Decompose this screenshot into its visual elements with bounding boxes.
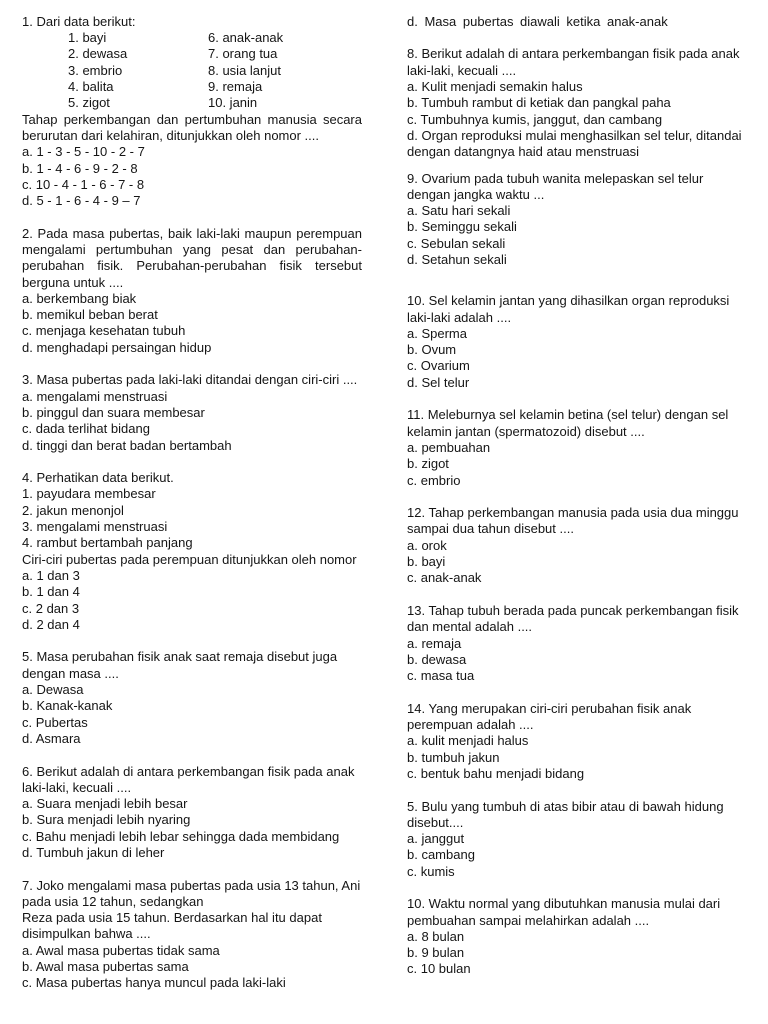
answer-option-d: d. Sel telur [407, 374, 470, 390]
answer-option-a: a. 8 bulan [407, 928, 465, 944]
question-stem-line: 4. Perhatikan data berikut. [22, 470, 174, 486]
question-3 [22, 372, 367, 453]
answer-option-b: b. 1 dan 4 [22, 584, 80, 600]
data-list-row [22, 46, 367, 62]
question-6 [22, 764, 367, 862]
data-list-item: 3. mengalami menstruasi [22, 519, 168, 535]
question-11 [407, 407, 757, 488]
question-2 [22, 226, 367, 356]
question-stem-line: pembuahan sampai melahirkan adalah .... [407, 912, 650, 928]
question-8 [407, 46, 757, 160]
data-list-item: 2. dewasa [68, 46, 128, 62]
answer-option-a: a. remaja [407, 635, 462, 651]
question-prompt-line: berurutan dari kelahiran, ditunjukkan oleh nomor .... [22, 127, 320, 143]
answer-option-c: c. Ovarium [407, 358, 470, 374]
data-list-item: 1. bayi [68, 30, 107, 46]
question-4 [22, 470, 367, 633]
question-stem-line: 8. Berikut adalah di antara perkembangan fisik pada anak [407, 46, 740, 62]
answer-option-b: b. Awal masa pubertas sama [22, 959, 189, 975]
answer-option-c: c. menjaga kesehatan tubuh [22, 323, 186, 339]
answer-option-a: a. Awal masa pubertas tidak sama [22, 942, 220, 958]
data-list-row [22, 63, 367, 79]
question-stem-line: perempuan adalah .... [407, 717, 534, 733]
answer-option-b: b. Seminggu sekali [407, 219, 517, 235]
data-list-row [22, 95, 367, 111]
answer-option-a: a. orok [407, 537, 447, 553]
answer-option-a: a. janggut [407, 831, 465, 847]
answer-option-c: c. Tumbuhnya kumis, janggut, dan cambang [407, 111, 663, 127]
question-stem-line: laki-laki adalah .... [407, 309, 512, 325]
question-stem-line: kelamin jantan (spermatozoid) disebut .... [407, 423, 645, 439]
question-1 [22, 14, 367, 210]
question-15 [407, 799, 757, 880]
answer-option-c: c. dada terlihat bidang [22, 421, 150, 437]
answer-option-c: c. embrio [407, 472, 461, 488]
answer-option-c: c. kumis [407, 863, 455, 879]
question-prompt-line: Ciri-ciri pubertas pada perempuan ditunjukkan oleh nomor [22, 551, 357, 567]
answer-option-b: b. Ovum [407, 342, 457, 358]
answer-option-a: a. Dewasa [22, 682, 84, 698]
data-list-item: 10. janin [208, 95, 258, 111]
left-column [22, 14, 367, 992]
question-stem-line: 3. Masa pubertas pada laki-laki ditandai dengan ciri-ciri .... [22, 372, 358, 388]
question-stem-line: 5. Masa perubahan fisik anak saat remaja disebut juga [22, 649, 338, 665]
data-list-item: 4. balita [68, 79, 114, 95]
answer-option-d: d. Masa pubertas diawali ketika anak-anak [407, 13, 668, 29]
data-list-item: 9. remaja [208, 79, 263, 95]
question-stem-line: 2. Pada masa pubertas, baik laki-laki maupun perempuan [22, 225, 362, 241]
question-stem-line: 13. Tahap tubuh berada pada puncak perkembangan fisik [407, 602, 739, 618]
question-stem-line: 9. Ovarium pada tubuh wanita melepaskan sel telur [407, 170, 704, 186]
answer-option-d: d. tinggi dan berat badan bertambah [22, 437, 232, 453]
question-stem-line: 5. Bulu yang tumbuh di atas bibir atau di bawah hidung [407, 798, 724, 814]
answer-option-a: a. mengalami menstruasi [22, 388, 168, 404]
answer-option-d: d. Asmara [22, 730, 81, 746]
answer-option-c: c. Bahu menjadi lebih lebar sehingga dada membidang [22, 828, 340, 844]
answer-option-a: a. Suara menjadi lebih besar [22, 796, 188, 812]
answer-option-c: c. masa tua [407, 668, 475, 684]
question-stem-line: laki-laki, kecuali .... [407, 62, 517, 78]
answer-option-c: c. anak-anak [407, 570, 482, 586]
question-stem-line: 10. Sel kelamin jantan yang dihasilkan organ reproduksi [407, 293, 730, 309]
question-stem-line: Reza pada usia 15 tahun. Berdasarkan hal itu dapat [22, 910, 322, 926]
answer-option-b: b. 1 - 4 - 6 - 9 - 2 - 8 [22, 160, 138, 176]
question-stem-line: sampai dua tahun disebut .... [407, 521, 574, 537]
question-5 [22, 649, 367, 747]
answer-option-b: b. memikul beban berat [22, 307, 158, 323]
data-list-item: 3. embrio [68, 62, 123, 78]
question-12 [407, 505, 757, 586]
answer-option-d: d. Setahun sekali [407, 252, 507, 267]
data-list-item: 5. zigot [68, 95, 110, 111]
answer-option-b: b. Tumbuh rambut di ketiak dan pangkal paha [407, 95, 671, 111]
question-7-continued [407, 14, 757, 30]
answer-option-b: b. cambang [407, 847, 475, 863]
data-list [22, 30, 367, 111]
data-list-item: 2. jakun menonjol [22, 502, 124, 518]
data-list-row [22, 30, 367, 46]
data-list-item: 7. orang tua [208, 46, 278, 62]
question-9 [407, 171, 757, 269]
question-stem-line: 1. Dari data berikut: [22, 13, 136, 29]
data-list-item: 6. anak-anak [208, 30, 284, 46]
answer-option-c: c. bentuk bahu menjadi bidang [407, 765, 585, 781]
question-stem-line: 12. Tahap perkembangan manusia pada usia dua minggu [407, 505, 739, 521]
answer-option-a: a. Satu hari sekali [407, 203, 511, 219]
answer-option-c: c. 2 dan 3 [22, 600, 80, 616]
answer-option-a: a. kulit menjadi halus [407, 733, 529, 749]
question-7 [22, 878, 367, 992]
answer-option-b: b. dewasa [407, 651, 467, 667]
question-stem-line: 6. Berikut adalah di antara perkembangan fisik pada anak [22, 763, 355, 779]
question-stem-line: dengan masa .... [22, 665, 119, 681]
question-stem-line: 7. Joko mengalami masa pubertas pada usia 13 tahun, Ani [22, 877, 361, 893]
question-stem-line: mengalami pertumbuhan yang pesat dan perubahan- [22, 242, 362, 257]
question-stem-line: laki-laki, kecuali .... [22, 779, 132, 795]
answer-option-b: b. bayi [407, 554, 446, 570]
answer-option-d: d. 2 dan 4 [22, 616, 80, 632]
answer-option-c: c. 10 bulan [407, 961, 471, 977]
question-stem-line: 11. Meleburnya sel kelamin betina (sel telur) dengan sel [407, 407, 729, 423]
answer-option-d: d. Organ reproduksi mulai menghasilkan sel telur, ditandai dengan datangnya haid atau menstruasi [407, 127, 742, 160]
question-stem-line: disebut.... [407, 814, 464, 830]
answer-option-b: b. 9 bulan [407, 945, 465, 961]
question-stem-line: disimpulkan bahwa .... [22, 926, 151, 942]
question-stem-line: pada usia 12 tahun, sedangkan [22, 893, 204, 909]
question-stem-line: 10. Waktu normal yang dibutuhkan manusia mulai dari [407, 896, 721, 912]
question-13 [407, 603, 757, 684]
answer-option-d: d. menghadapi persaingan hidup [22, 339, 212, 355]
answer-option-d: d. Tumbuh jakun di leher [22, 844, 165, 860]
question-14 [407, 701, 757, 782]
answer-option-b: b. pinggul dan suara membesar [22, 404, 205, 420]
question-16 [407, 896, 757, 977]
answer-option-b: b. zigot [407, 456, 449, 472]
question-stem-line: berguna untuk .... [22, 274, 124, 290]
answer-option-a: a. Sperma [407, 325, 467, 341]
answer-option-a: a. 1 - 3 - 5 - 10 - 2 - 7 [22, 144, 145, 160]
answer-option-a: a. Kulit menjadi semakin halus [407, 79, 583, 95]
data-list-row [22, 79, 367, 95]
answer-option-a: a. 1 dan 3 [22, 567, 80, 583]
answer-option-b: b. tumbuh jakun [407, 749, 500, 765]
question-stem-line: perubahan fisik. Perubahan-perubahan fisik tersebut [22, 258, 362, 274]
answer-option-b: b. Kanak-kanak [22, 698, 113, 714]
answer-option-a: a. berkembang biak [22, 290, 137, 306]
answer-option-d: d. 5 - 1 - 6 - 4 - 9 – 7 [22, 193, 141, 209]
answer-option-c: c. Pubertas [22, 714, 88, 730]
answer-option-c: c. 10 - 4 - 1 - 6 - 7 - 8 [22, 176, 145, 192]
answer-option-c: c. Masa pubertas hanya muncul pada laki-laki [22, 975, 286, 991]
question-prompt-line: Tahap perkembangan dan pertumbuhan manusia secara [22, 111, 362, 127]
question-stem-line: dan mental adalah .... [407, 619, 533, 635]
question-stem-line: dengan jangka waktu ... [407, 186, 545, 202]
question-10 [407, 293, 757, 391]
answer-option-c: c. Sebulan sekali [407, 235, 506, 251]
data-list-item: 4. rambut bertambah panjang [22, 535, 193, 551]
answer-option-a: a. pembuahan [407, 439, 491, 455]
question-stem-line: 14. Yang merupakan ciri-ciri perubahan fisik anak [407, 700, 692, 716]
right-column [407, 14, 757, 978]
answer-option-b: b. Sura menjadi lebih nyaring [22, 812, 191, 828]
data-list-item: 8. usia lanjut [208, 62, 281, 78]
data-list-item: 1. payudara membesar [22, 486, 156, 502]
